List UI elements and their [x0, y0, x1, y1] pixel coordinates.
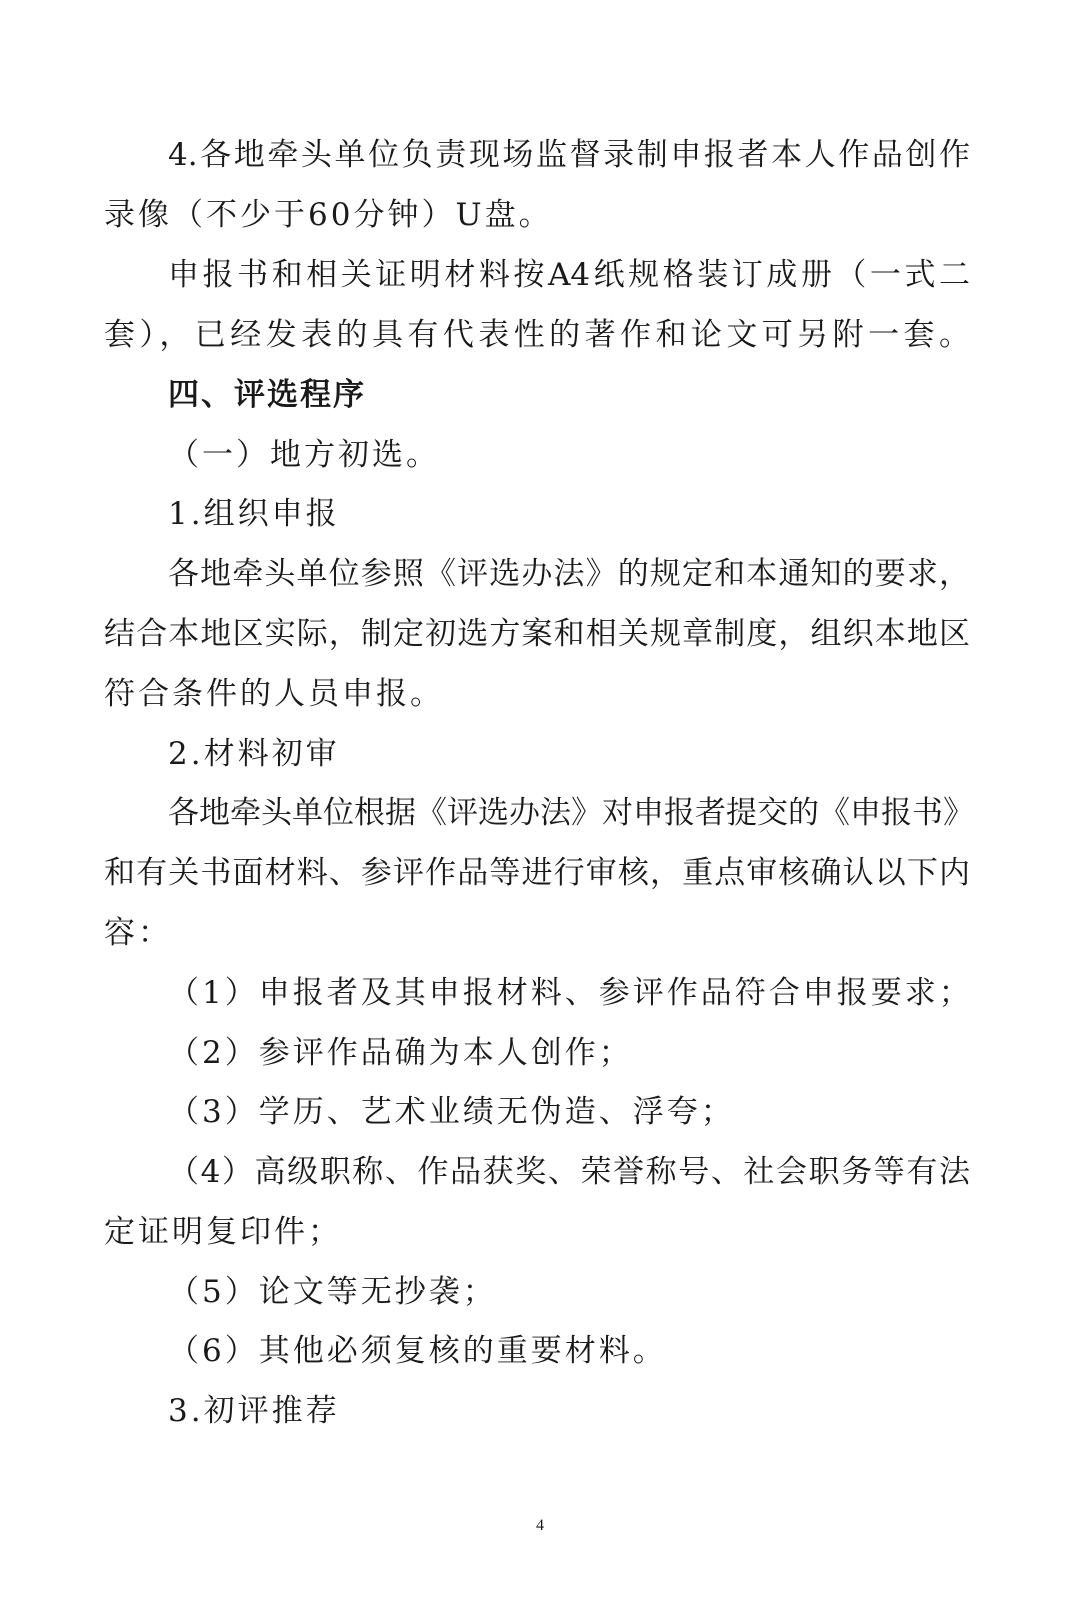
list-item: （4）高级职称、作品获奖、荣誉称号、社会职务等有法 [168, 1154, 970, 1190]
paragraph-line: 各地牵头单位参照《评选办法》的规定和本通知的要求， [168, 556, 970, 592]
item-heading: 2.材料初审 [168, 736, 340, 772]
paragraph-line: 符合条件的人员申报。 [104, 676, 444, 712]
paragraph-line: 和有关书面材料、参评作品等进行审核，重点审核确认以下内 [104, 855, 970, 891]
paragraph-line: 录像（不少于60分钟）U盘。 [104, 197, 553, 233]
section-heading: 四、评选程序 [168, 377, 366, 413]
item-heading: 3.初评推荐 [168, 1393, 340, 1429]
subsection-heading: （一）地方初选。 [168, 437, 440, 473]
list-item: （1）申报者及其申报材料、参评作品符合申报要求； [168, 975, 973, 1011]
list-item: （2）参评作品确为本人创作； [168, 1035, 633, 1071]
paragraph-line: 容： [104, 915, 172, 951]
page-number: 4 [536, 1517, 544, 1534]
paragraph-line: 各地牵头单位根据《评选办法》对申报者提交的《申报书》 [168, 795, 974, 831]
list-item-continuation: 定证明复印件； [104, 1214, 342, 1250]
paragraph-line: 结合本地区实际，制定初选方案和相关规章制度，组织本地区 [104, 616, 970, 652]
list-item: （5）论文等无抄袭； [168, 1274, 497, 1310]
paragraph-line: 套），已经发表的具有代表性的著作和论文可另附一套。 [104, 317, 970, 353]
list-item: （3）学历、艺术业绩无伪造、浮夸； [168, 1094, 735, 1130]
item-heading: 1.组织申报 [168, 496, 340, 532]
paragraph-line: 4.各地牵头单位负责现场监督录制申报者本人作品创作 [168, 137, 970, 173]
paragraph-line: 申报书和相关证明材料按A4纸规格装订成册（一式二 [168, 257, 970, 293]
list-item: （6）其他必须复核的重要材料。 [168, 1333, 667, 1369]
